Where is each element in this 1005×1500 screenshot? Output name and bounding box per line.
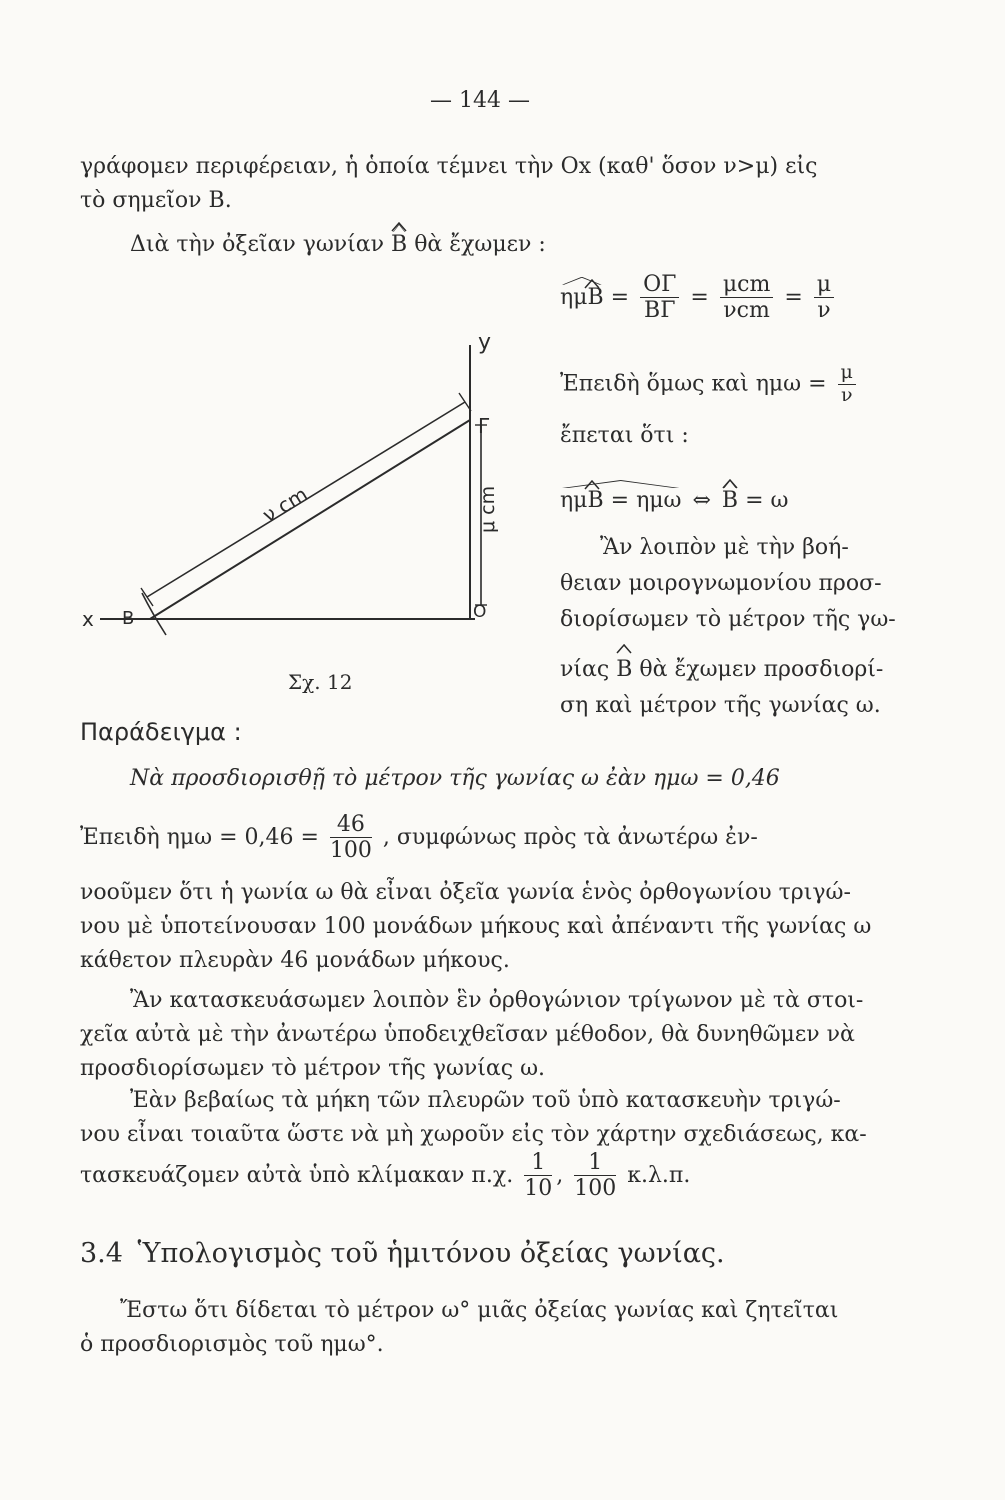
label-o: O [473,602,487,622]
angle-b-symbol: B [616,652,632,688]
side-line-3: διορίσωμεν τὸ μέτρον τῆς γω- [560,607,896,632]
final-paragraph [80,1294,910,1362]
hat-icon [584,279,600,289]
comma: , [556,1162,564,1188]
acute-angle-line [130,232,546,257]
hat-icon [391,222,407,232]
fraction-m-n-2 [838,362,856,407]
hat-icon [722,479,738,489]
since-line [560,362,860,407]
intro-paragraph [80,150,910,218]
page-number: — 144 — [430,88,530,113]
angle-b-symbol: B [391,232,407,257]
fraction-numerator: OΓ [640,272,679,298]
acute-angle-suffix: θὰ ἔχωμεν : [414,232,546,257]
arc-at-b [142,593,166,635]
intro-line-1: γράφομεν περιφέρειαν, ἡ ὁποία τέμνει τὴν Ox (καθ' ὅσον ν>μ) εἰς [80,154,818,179]
solution-paragraph [80,876,910,978]
scale-line-3 [80,1150,690,1202]
figure-caption: Σχ. 12 [288,670,353,694]
side-line-4: νίας B θὰ ἔχωμεν προσδιορί- [560,652,910,688]
fraction-denominator: BΓ [644,298,676,324]
problem-statement: Νὰ προσδιορισθῇ τὸ μέτρον τῆς γωνίας ω ἐὰν ημω = 0,46 [130,766,780,791]
equivalence-right-angle: B [722,488,738,513]
construct-line-1: Ἂν κατασκευάσωμεν λοιπὸν ἓν ὀρθογώνιον τρίγωνον μὲ τὰ στοι- [130,988,864,1013]
side-line-5: ση καὶ μέτρον τῆς γωνίας ω. [560,693,881,718]
equivalence-right-rest: = ω [745,488,789,513]
fraction-numerator: 46 [330,812,372,838]
hat-icon [616,644,632,654]
label-y: y [478,330,492,355]
construct-line-3: προσδιορίσωμεν τὸ μέτρον τῆς γωνίας ω. [80,1056,546,1081]
fraction-m-n [814,272,834,324]
label-x: x [82,607,94,631]
side-paragraph [560,530,910,724]
side-line-2: θειαν μοιρογνωμονίου προσ- [560,571,882,596]
scale-line-2: νου εἶναι τοιαῦτα ὥστε νὰ μὴ χωροῦν εἰς τὸν χάρτην σχεδιάσεως, κα- [80,1122,867,1147]
equivalence-left: ημB = ημω [560,488,681,513]
paragraph-scale [80,1084,910,1152]
fraction-numerator: μ [814,272,834,298]
fraction-46-100 [330,812,372,864]
fraction-denominator: ν [817,298,831,324]
scale-suffix: κ.λ.π. [627,1162,691,1188]
fraction-mcm-ncm [720,272,773,324]
section-title: Ὑπολογισμὸς τοῦ ἡμιτόνου ὀξείας γωνίας. [137,1238,725,1269]
fraction-og-bg [640,272,679,324]
fraction-numerator: μcm [720,272,773,298]
hypotenuse-label: ν cm [258,481,312,528]
scale-line-1: Ἐὰν βεβαίως τὰ μήκη τῶν πλευρῶν τοῦ ὑπὸ κατασκευὴν τριγώ- [130,1088,841,1113]
follows-line: ἔπεται ὅτι : [560,423,689,448]
hat-icon [584,480,600,490]
construct-line-2: χεῖα αὐτὰ μὲ τὴν ἀνωτέρω ὑποδειχθεῖσαν μέθοδον, θὰ δυνηθῶμεν νὰ [80,1022,855,1047]
paragraph-construct [80,984,910,1086]
acute-angle-prefix: Διὰ τὴν ὀξεῖαν γωνίαν [130,232,385,257]
fraction-denominator: 100 [329,838,372,864]
since-text: Ἐπειδὴ ὅμως καὶ ημω = [560,371,827,397]
hypotenuse-line [150,420,470,619]
fraction-numerator: 1 [524,1150,552,1176]
fraction-numerator: 1 [574,1150,616,1176]
equals-sign: = [784,284,803,310]
scale-prefix: τασκευάζομεν αὐτὰ ὑπὸ κλίμακαν π.χ. [80,1162,514,1188]
side-line-1: Ἂν λοιπὸν μὲ τὴν βοή- [600,535,849,560]
fraction-denominator: 10 [524,1176,553,1202]
equals-sign: = [690,284,709,310]
fraction-denominator: νcm [723,298,770,324]
equals-sign: = [610,284,630,310]
solution-first-line [80,812,758,864]
equivalence-line [560,488,788,513]
sine-ratio-formula [560,272,838,324]
fraction-1-100 [574,1150,616,1202]
solution-suffix: , συμφώνως πρὸς τὰ ἀνωτέρω ἐν- [382,824,758,850]
solution-line-2: νοοῦμεν ὅτι ἡ γωνία ω θὰ εἶναι ὀξεῖα γωνία ἑνὸς ὀρθογωνίου τριγώ- [80,880,851,905]
vertical-label: μ cm [477,485,499,533]
example-heading: Παράδειγμα : [80,718,242,746]
solution-line-3: νου μὲ ὑποτείνουσαν 100 μονάδων μήκους καὶ ἀπέναντι τῆς γωνίας ω [80,914,872,939]
label-b: B [122,608,135,629]
final-line-2: ὁ προσδιορισμὸς τοῦ ημω°. [80,1332,384,1357]
solution-line-4: κάθετον πλευρὰν 46 μονάδων μήκους. [80,948,510,973]
final-line-1: Ἔστω ὅτι δίδεται τὸ μέτρον ω° μιᾶς ὀξείας γωνίας καὶ ζητεῖται [120,1298,839,1323]
fraction-1-10 [524,1150,552,1202]
fraction-numerator: μ [838,362,856,385]
intro-line-2: τὸ σημεῖον B. [80,188,232,213]
equivalence-arrow-icon: ⇔ [692,488,711,513]
label-gamma: Γ [478,414,490,438]
fraction-denominator: 100 [574,1176,617,1202]
solution-prefix: Ἐπειδὴ ημω = 0,46 = [80,824,319,850]
figure-12 [80,325,500,715]
section-heading [80,1238,725,1269]
section-number: 3.4 [80,1238,123,1269]
fraction-denominator: ν [840,383,853,406]
formula-lhs: ημB [560,285,604,310]
